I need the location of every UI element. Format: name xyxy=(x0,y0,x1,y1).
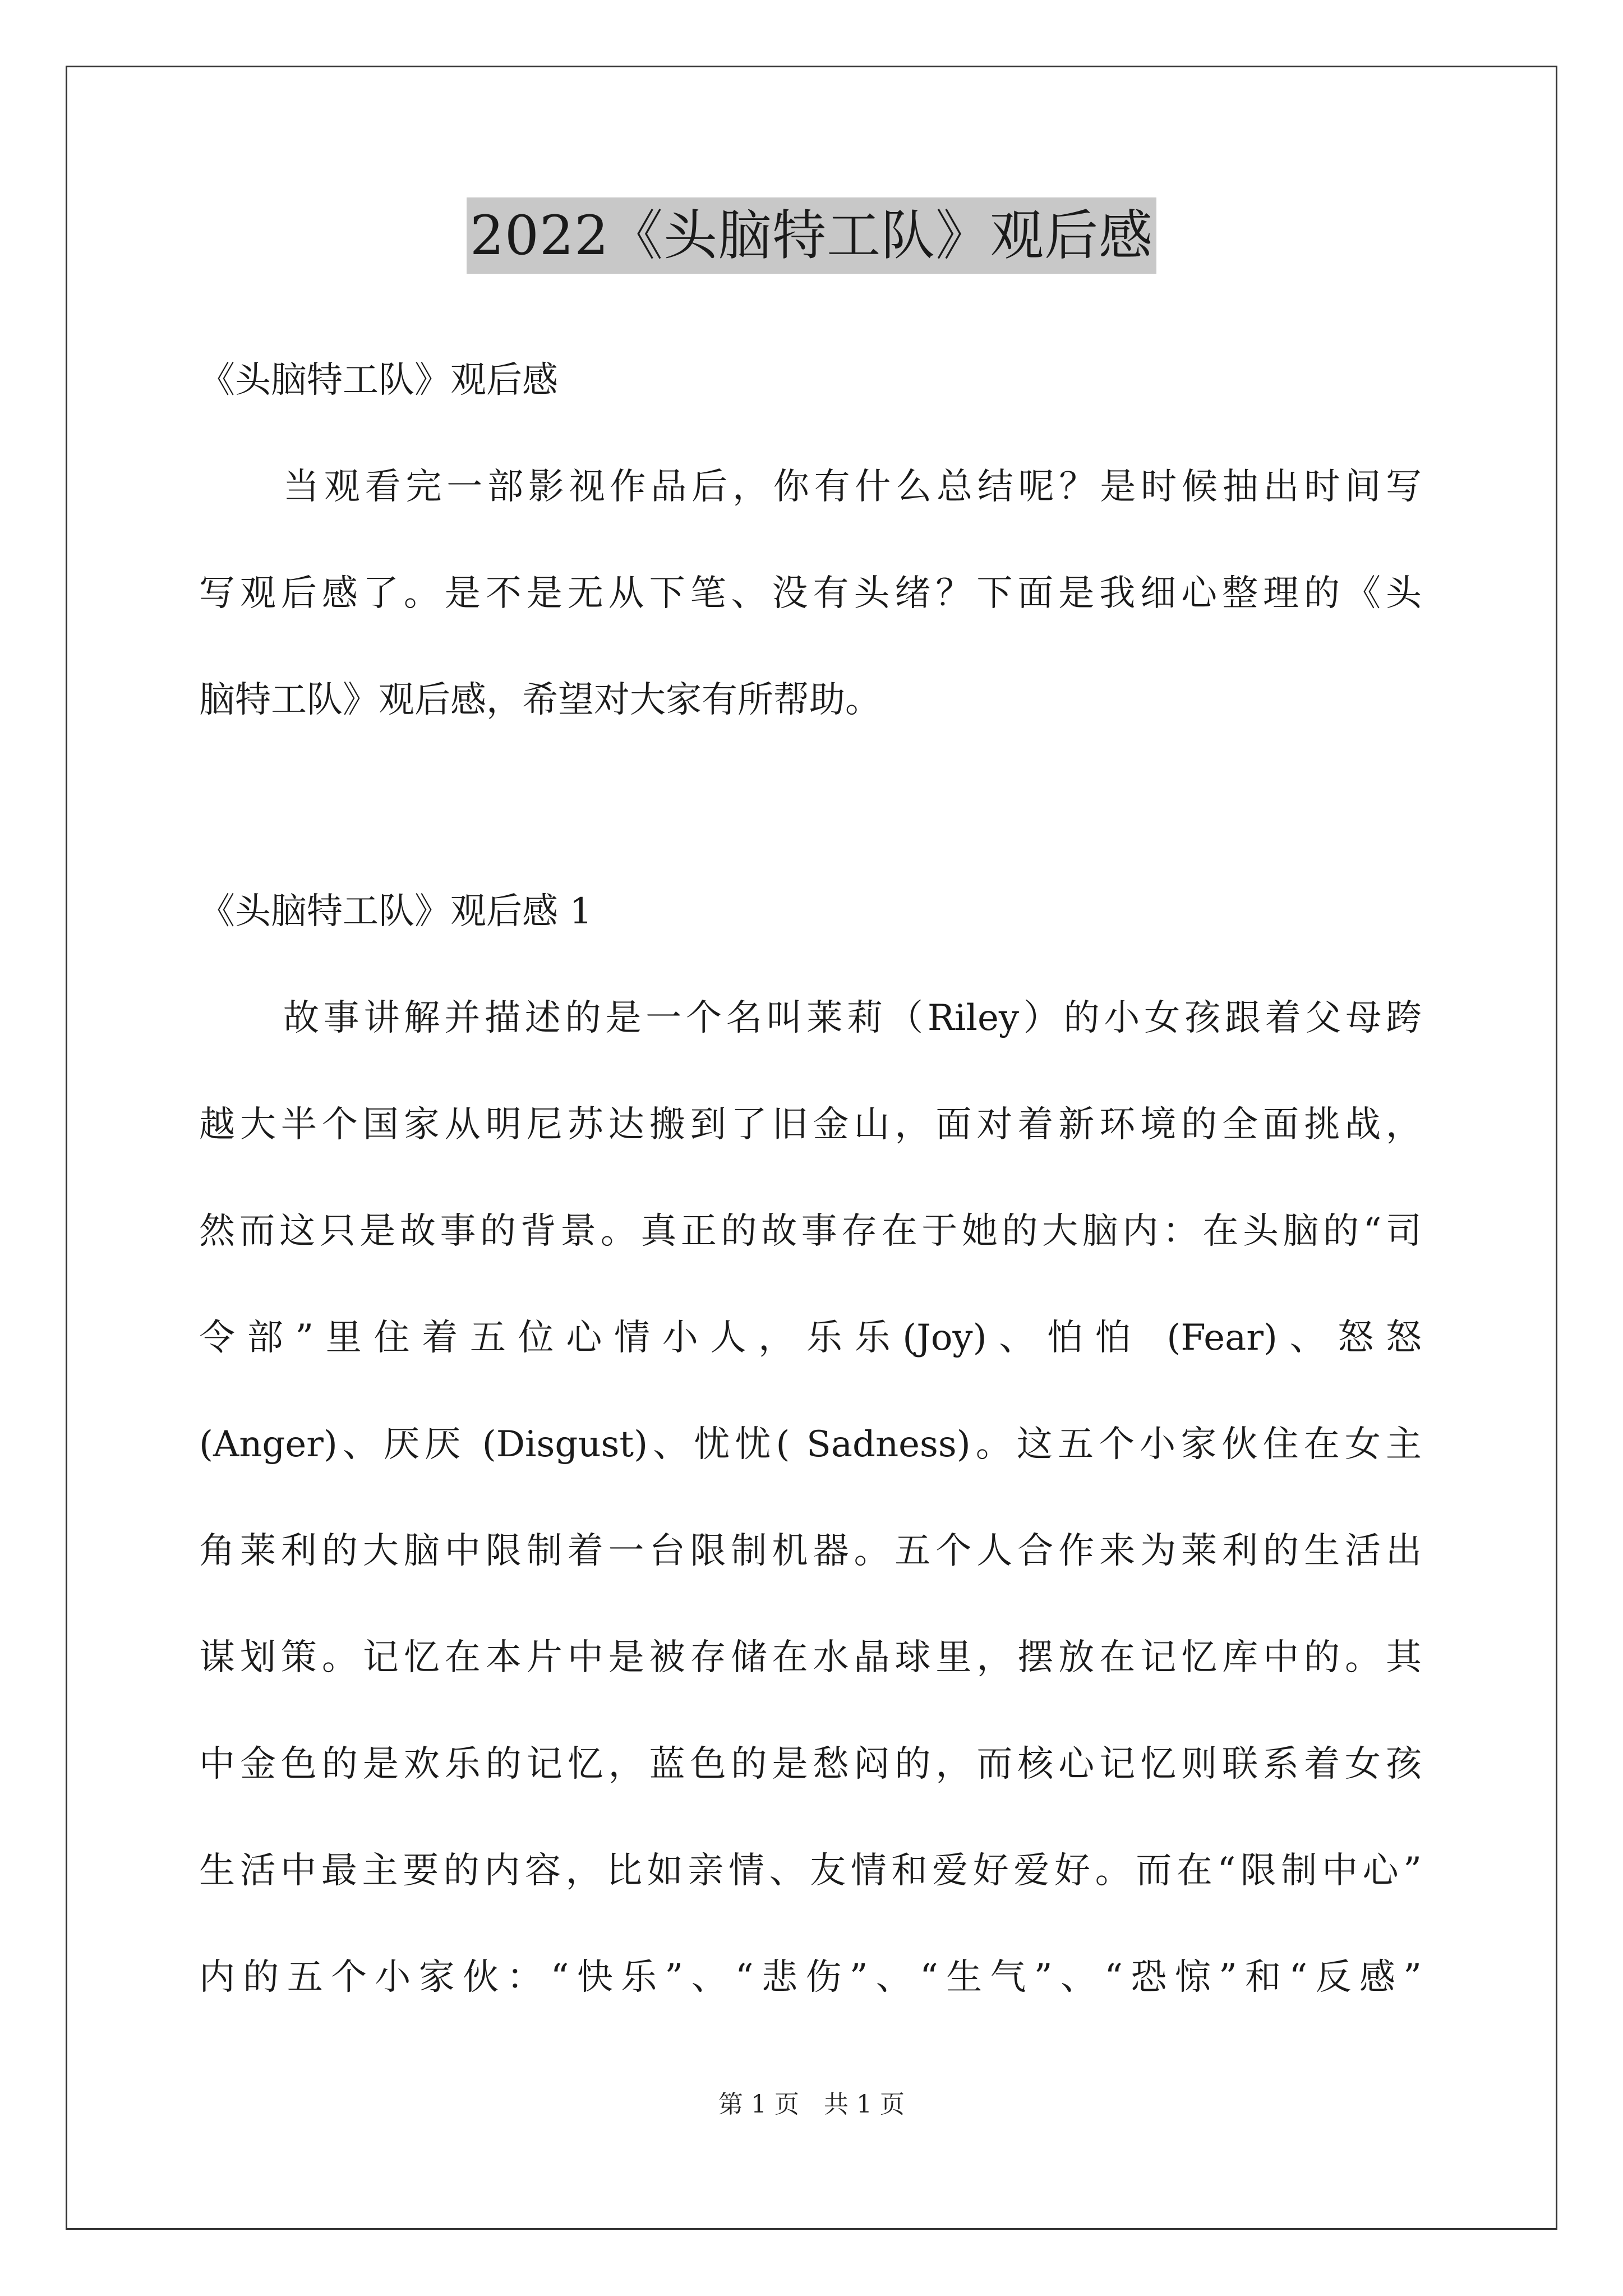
intro-line: 写观后感了。是不是无从下笔、没有头绪？下面是我细心整理的《头 xyxy=(199,573,1422,614)
document-title: 2022《头脑特工队》观后感 xyxy=(467,197,1156,274)
body-line: 令部”里住着五位心情小人，乐乐(Joy)、怕怕 (Fear)、怒怒 xyxy=(199,1317,1422,1359)
section-heading: 《头脑特工队》观后感 1 xyxy=(199,891,593,932)
body-line: 生活中最主要的内容，比如亲情、友情和爱好爱好。而在“限制中心” xyxy=(199,1850,1422,1892)
intro-line: 当观看完一部影视作品后，你有什么总结呢？是时候抽出时间写 xyxy=(283,466,1422,508)
body-line: 中金色的是欢乐的记忆，蓝色的是愁闷的，而核心记忆则联系着女孩 xyxy=(199,1743,1422,1785)
body-line: 谋划策。记忆在本片中是被存储在水晶球里，摆放在记忆库中的。其 xyxy=(199,1637,1422,1678)
body-line: 越大半个国家从明尼苏达搬到了旧金山，面对着新环境的全面挑战， xyxy=(199,1104,1422,1145)
intro-line: 脑特工队》观后感，希望对大家有所帮助。 xyxy=(199,679,881,721)
body-line: (Anger)、厌厌 (Disgust)、忧忧( Sadness)。这五个小家伙住在女主 xyxy=(199,1424,1422,1465)
body-line: 角莱利的大脑中限制着一台限制机器。五个人合作来为莱利的生活出 xyxy=(199,1530,1422,1572)
body-line: 然而这只是故事的背景。真正的故事存在于她的大脑内：在头脑的“司 xyxy=(199,1211,1422,1252)
body-line: 内的五个小家伙：“快乐”、“悲伤”、“生气”、“恐惊”和“反感” xyxy=(199,1957,1422,1998)
title-container xyxy=(0,197,1623,274)
body-line: 故事讲解并描述的是一个名叫莱莉（Riley）的小女孩跟着父母跨 xyxy=(283,997,1422,1039)
subtitle: 《头脑特工队》观后感 xyxy=(199,360,558,401)
page-number-footer: 第 1 页 共 1 页 xyxy=(718,2090,905,2119)
